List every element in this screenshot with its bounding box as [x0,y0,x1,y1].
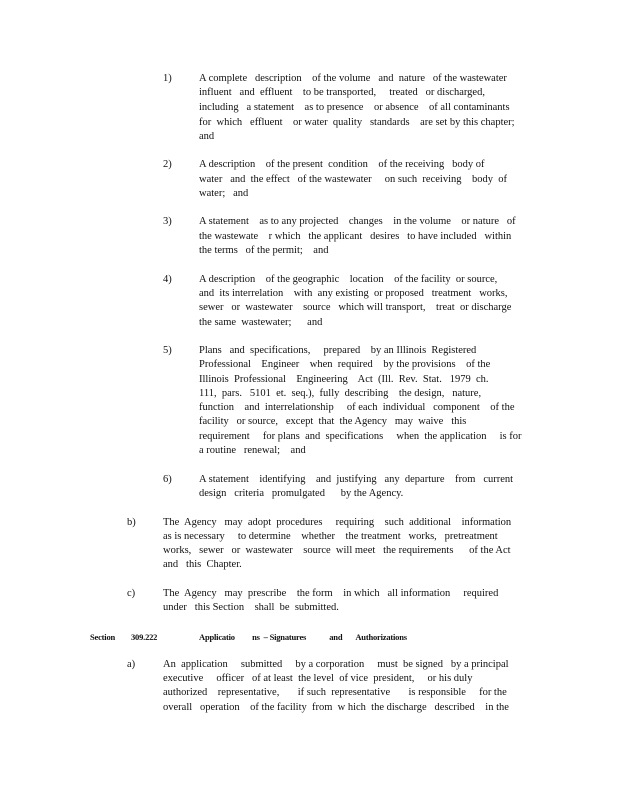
item-6-label: 6) [163,474,172,485]
item-b-line: The Agency may adopt procedures requiring such additional information [163,517,512,528]
item-4-line: and its interrelation with any existing or proposed treatment works, [199,288,508,299]
item-3-line: the wastewate r which the applicant desires to have included within [199,231,512,242]
item-4-label: 4) [163,274,172,285]
item-3-line: A statement as to any projected changes in the volume or nature of [199,216,516,227]
item-4-line: A description of the geographic location of the facility or source, [199,274,498,285]
item-3-label: 3) [163,216,172,227]
item-5-line: a routine renewal; and [199,445,306,456]
item-4-line: sewer or wastewater source which will transport, treat or discharge [199,302,512,313]
item-5-line: facility or source, except that the Agency may waive this [199,416,467,427]
item-a-line: overall operation of the facility from w hich the discharge described in the [163,702,509,713]
item-b-line: works, sewer or wastewater source will meet the requirements of the Act [163,545,511,556]
item-b-line: as is necessary to determine whether the treatment works, pretreatment [163,531,498,542]
item-1-line: and [199,131,215,142]
item-2-line: A description of the present condition of the receiving body of [199,159,485,170]
item-5-label: 5) [163,345,172,356]
item-5-line: Illinois Professional Engineering Act (Ill. Rev. Stat. 1979 ch. [199,374,489,385]
item-1-line: A complete description of the volume and nature of the wastewater [199,73,507,84]
item-5-line: Plans and specifications, prepared by an Illinois Registered [199,345,477,356]
item-2-label: 2) [163,159,172,170]
item-a-line: executive officer of at least the level of vice president, or his duly [163,673,473,684]
item-5-line: requirement for plans and specifications when the application is for [199,431,522,442]
item-4-line: the same wastewater; and [199,317,323,328]
item-1-line: including a statement as to presence or absence of all contaminants [199,102,510,113]
item-c-label: c) [127,588,136,599]
item-1-label: 1) [163,73,172,84]
item-a-line: An application submitted by a corporation must be signed by a principal [163,659,509,670]
section-title: Applicatio ns – Signatures and Authorizations [199,632,407,642]
item-1-line: influent and effluent to be transported, treated or discharged, [199,87,485,98]
section-number: 309.222 [131,632,158,642]
item-b-line: and this Chapter. [163,559,242,570]
section-label: Section [90,632,116,642]
item-c-line: under this Section shall be submitted. [163,602,339,613]
item-3-line: the terms of the permit; and [199,245,329,256]
item-c-line: The Agency may prescribe the form in which all information required [163,588,499,599]
item-2-line: water and the effect of the wastewater on such receiving body of [199,174,507,185]
item-b-label: b) [127,517,136,528]
item-5-line: 111, pars. 5101 et. seq.), fully describing the design, nature, [199,388,482,399]
item-5-line: Professional Engineer when required by the provisions of the [199,359,491,370]
item-a-line: authorized representative, if such representative is responsible for the [163,687,507,698]
item-5-line: function and interrelationship of each individual component of the [199,402,515,413]
item-6-line: design criteria promulgated by the Agency. [199,488,404,499]
item-a-label: a) [127,659,136,670]
item-1-line: for which effluent or water quality standards are set by this chapter; [199,117,515,128]
item-2-line: water; and [199,188,249,199]
item-6-line: A statement identifying and justifying any departure from current [199,474,514,485]
